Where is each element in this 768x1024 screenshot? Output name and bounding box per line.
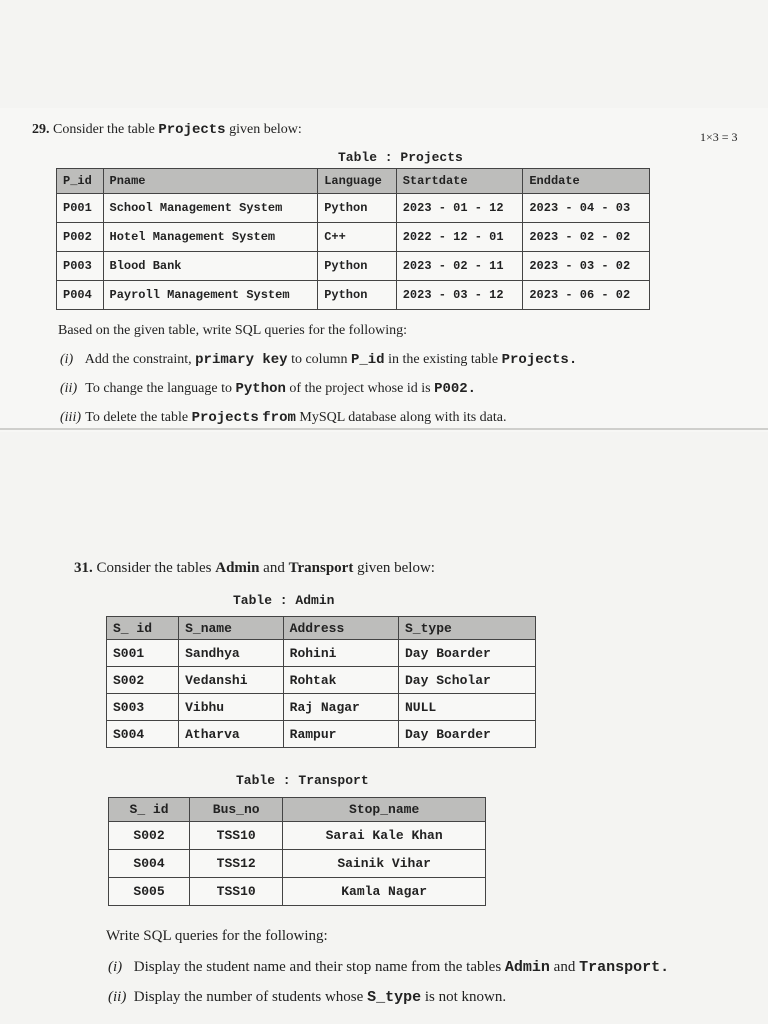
q31-part-number: (i) [108, 959, 123, 975]
q29-instruction: Based on the given table, write SQL queries for the following: [58, 323, 408, 338]
projects-cell: Python [318, 252, 397, 281]
q31-and: and [263, 560, 285, 576]
admin-cell: S003 [107, 694, 179, 721]
q29-part-iii [60, 410, 507, 426]
admin-header-row [107, 617, 536, 640]
q29-part-text: To delete the table [85, 410, 189, 425]
q29-number: 29. [32, 122, 50, 137]
projects-cell: 2023 - 01 - 12 [396, 194, 523, 223]
transport-header-row [109, 798, 486, 822]
projects-header-cell: Startdate [396, 169, 523, 194]
q29-part-code: from [262, 410, 296, 426]
projects-header-cell: Pname [103, 169, 318, 194]
q31-part-number: (ii) [108, 989, 127, 1005]
q31-number: 31. [74, 560, 93, 576]
projects-cell: 2023 - 06 - 02 [523, 281, 650, 310]
projects-header-cell: P_id [57, 169, 104, 194]
q31-instruction: Write SQL queries for the following: [106, 928, 328, 944]
projects-cell: 2023 - 02 - 02 [523, 223, 650, 252]
projects-cell: Python [318, 281, 397, 310]
projects-cell: P003 [57, 252, 104, 281]
q29-part-text: of the project whose id is [289, 381, 431, 396]
q29-part-ii [60, 381, 476, 397]
projects-body [57, 194, 650, 310]
projects-cell: P001 [57, 194, 104, 223]
q31-part-code: Transport. [579, 959, 670, 976]
q29-part-code: Projects [191, 410, 259, 426]
transport-cell: TSS10 [190, 878, 283, 906]
admin-table [106, 616, 536, 748]
admin-cell: S002 [107, 667, 179, 694]
q31-intro-post: given below: [357, 560, 435, 576]
transport-table [108, 797, 486, 906]
projects-cell: 2022 - 12 - 01 [396, 223, 523, 252]
q29-heading [32, 122, 302, 138]
q31-part-text: Display the number of students whose [133, 989, 364, 1005]
q29-intro-pre: Consider the table [53, 122, 155, 137]
projects-table [56, 168, 650, 310]
transport-header-cell: Bus_no [190, 798, 283, 822]
projects-cell: School Management System [103, 194, 318, 223]
admin-cell: Vedanshi [179, 667, 284, 694]
q29-part-text: MySQL database along with its data. [299, 410, 507, 425]
transport-cell: S004 [109, 850, 190, 878]
q31-heading [74, 560, 435, 577]
admin-cell: Rohtak [283, 667, 398, 694]
admin-row [107, 640, 536, 667]
admin-row [107, 721, 536, 748]
projects-cell: Hotel Management System [103, 223, 318, 252]
q29-part-number: (ii) [60, 381, 78, 396]
transport-row [109, 822, 486, 850]
projects-cell: P004 [57, 281, 104, 310]
page-edge [0, 428, 768, 430]
projects-header-row [57, 169, 650, 194]
projects-cell: Python [318, 194, 397, 223]
projects-row [57, 194, 650, 223]
q29-part-code: Projects. [501, 352, 578, 368]
projects-cell: Blood Bank [103, 252, 318, 281]
transport-body [109, 822, 486, 906]
q29-marks: 1×3 = 3 [700, 130, 738, 144]
admin-row [107, 667, 536, 694]
projects-cell: Payroll Management System [103, 281, 318, 310]
q31-part-code: Admin [504, 959, 550, 976]
transport-cell: TSS10 [190, 822, 283, 850]
admin-header-cell: Address [283, 617, 398, 640]
admin-cell: Day Scholar [398, 667, 535, 694]
projects-row [57, 281, 650, 310]
q31-part-text: Display the student name and their stop name from the tables [133, 959, 502, 975]
transport-cell: S002 [109, 822, 190, 850]
admin-cell: Raj Nagar [283, 694, 398, 721]
admin-cell: NULL [398, 694, 535, 721]
q29-part-text: Add the constraint, [84, 352, 192, 367]
admin-row [107, 694, 536, 721]
admin-table-caption: Table : Admin [233, 593, 335, 608]
projects-cell: 2023 - 04 - 03 [523, 194, 650, 223]
q29-intro-table: Projects [158, 122, 226, 138]
transport-cell: Sainik Vihar [283, 850, 486, 878]
transport-cell: TSS12 [190, 850, 283, 878]
transport-row [109, 850, 486, 878]
transport-table-caption: Table : Transport [236, 773, 369, 788]
q29-part-code: P002. [434, 381, 477, 397]
projects-cell: P002 [57, 223, 104, 252]
q29-part-text: in the existing table [388, 352, 499, 367]
projects-cell: 2023 - 03 - 02 [523, 252, 650, 281]
admin-cell: S004 [107, 721, 179, 748]
q29-part-number: (i) [60, 352, 74, 367]
transport-header-cell: S_ id [109, 798, 190, 822]
transport-header-cell: Stop_name [283, 798, 486, 822]
admin-body [107, 640, 536, 748]
admin-header-cell: S_ id [107, 617, 179, 640]
projects-cell: C++ [318, 223, 397, 252]
q29-part-i [60, 352, 577, 368]
transport-cell: S005 [109, 878, 190, 906]
admin-cell: Atharva [179, 721, 284, 748]
q29-intro-post: given below: [229, 122, 302, 137]
q31-part-ii [108, 989, 506, 1006]
admin-cell: Day Boarder [398, 721, 535, 748]
q29-part-text: to column [291, 352, 348, 367]
transport-row [109, 878, 486, 906]
q31-table1: Admin [215, 560, 260, 576]
projects-cell: 2023 - 02 - 11 [396, 252, 523, 281]
transport-cell: Kamla Nagar [283, 878, 486, 906]
admin-cell: Sandhya [179, 640, 284, 667]
q31-intro-pre: Consider the tables [96, 560, 212, 576]
q29-part-code: primary key [195, 352, 288, 368]
q31-part-code: S_type [367, 989, 422, 1006]
q29-part-text: To change the language to [85, 381, 232, 396]
projects-row [57, 223, 650, 252]
transport-cell: Sarai Kale Khan [283, 822, 486, 850]
admin-header-cell: S_name [179, 617, 284, 640]
projects-cell: 2023 - 03 - 12 [396, 281, 523, 310]
q29-table-caption: Table : Projects [338, 150, 463, 165]
projects-header-cell: Language [318, 169, 397, 194]
admin-cell: Day Boarder [398, 640, 535, 667]
q29-part-number: (iii) [60, 410, 81, 425]
admin-cell: Rampur [283, 721, 398, 748]
admin-cell: Vibhu [179, 694, 284, 721]
q31-part-i [108, 959, 669, 976]
admin-cell: Rohini [283, 640, 398, 667]
q31-part-text: is not known. [424, 989, 507, 1005]
admin-cell: S001 [107, 640, 179, 667]
admin-header-cell: S_type [398, 617, 535, 640]
projects-row [57, 252, 650, 281]
q31-table2: Transport [288, 560, 354, 576]
q29-part-code: P_id [350, 352, 385, 368]
q29-part-code: Python [235, 381, 286, 397]
projects-header-cell: Enddate [523, 169, 650, 194]
q31-part-text: and [553, 959, 576, 975]
